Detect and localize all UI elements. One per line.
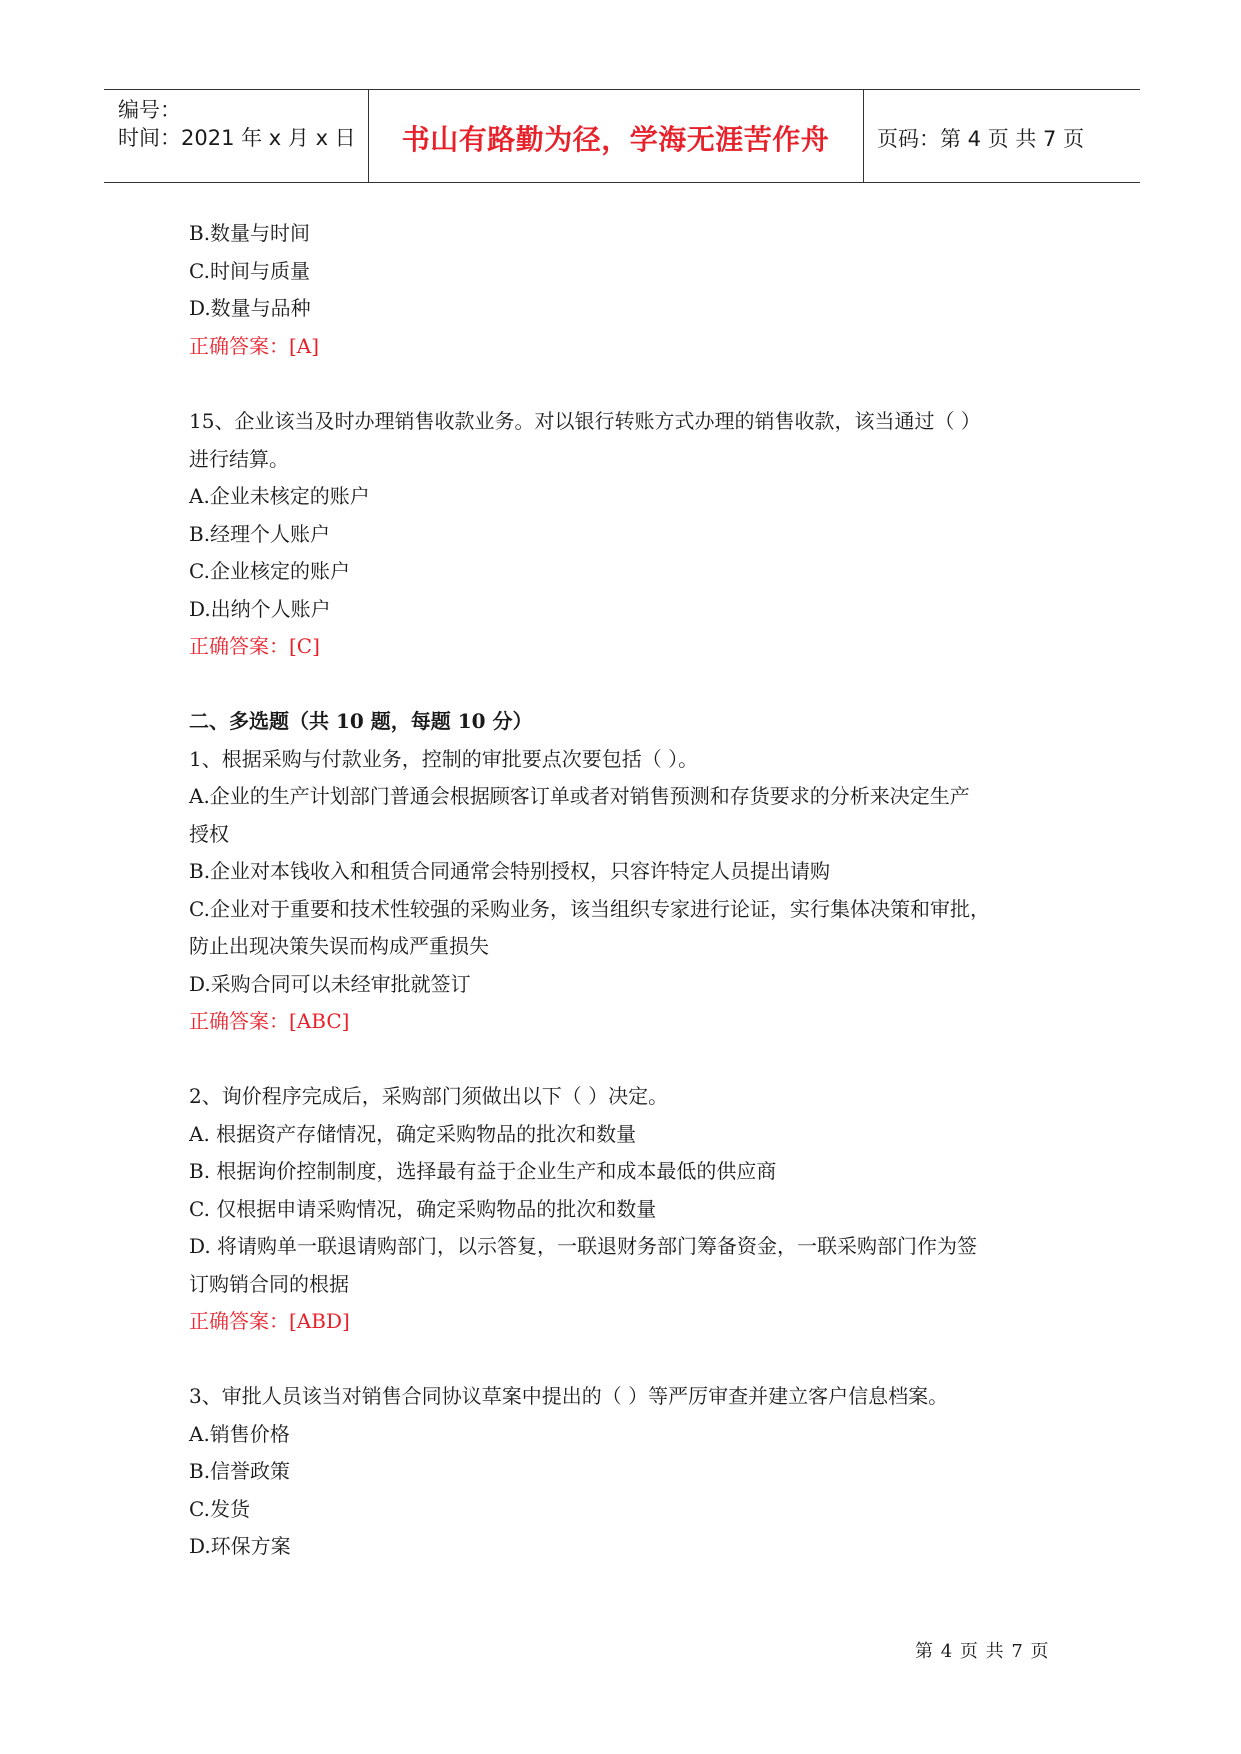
correct-answer: 正确答案：[ABD] [189, 1309, 350, 1333]
header-left-cell [104, 90, 369, 182]
option-line: C.发货 [189, 1497, 250, 1521]
option-line: A.企业未核定的账户 [189, 484, 370, 508]
question-text: 2、询价程序完成后，采购部门须做出以下（ ）决定。 [189, 1084, 669, 1108]
option-line: 授权 [189, 822, 229, 846]
option-line: B.信誉政策 [189, 1459, 291, 1483]
option-line: D. 将请购单一联退请购部门，以示答复，一联退财务部门筹备资金，一联采购部门作为签 [189, 1234, 978, 1258]
correct-answer: 正确答案：[C] [189, 634, 320, 658]
option-line: D.环保方案 [189, 1534, 291, 1558]
option-line: A.企业的生产计划部门普通会根据顾客订单或者对销售预测和存货要求的分析来决定生产 [189, 784, 970, 808]
document-time-label: 时间：2021 年 x 月 x 日 [118, 126, 356, 150]
option-line: D.采购合同可以未经审批就签订 [189, 972, 471, 996]
option-line: D.数量与品种 [189, 296, 311, 320]
question-text: 1、根据采购与付款业务，控制的审批要点次要包括（ ）。 [189, 747, 699, 771]
option-line: B. 根据询价控制制度，选择最有益于企业生产和成本最低的供应商 [189, 1159, 777, 1183]
option-line: C.企业核定的账户 [189, 559, 350, 583]
option-line: B.数量与时间 [189, 221, 311, 245]
option-line: D.出纳个人账户 [189, 597, 331, 621]
question-text: 进行结算。 [189, 447, 289, 471]
option-line: C.企业对于重要和技术性较强的采购业务，该当组织专家进行论证，实行集体决策和审批， [189, 897, 990, 921]
header-center-cell [368, 90, 864, 182]
page-footer: 第 4 页 共 7 页 [915, 1641, 1050, 1662]
document-number-label: 编号： [118, 98, 181, 122]
option-line: C. 仅根据申请采购情况，确定采购物品的批次和数量 [189, 1197, 657, 1221]
option-line: B.经理个人账户 [189, 522, 331, 546]
question-text: 15、企业该当及时办理销售收款业务。对以银行转账方式办理的销售收款，该当通过（ ） [189, 409, 981, 433]
option-line: C.时间与质量 [189, 259, 310, 283]
correct-answer: 正确答案：[A] [189, 334, 320, 358]
option-line: A.销售价格 [189, 1422, 290, 1446]
header-motto: 书山有路勤为径，学海无涯苦作舟 [401, 123, 830, 156]
header-right-cell [863, 90, 1140, 182]
question-text: 3、审批人员该当对销售合同协议草案中提出的（ ）等严厉审查并建立客户信息档案。 [189, 1384, 949, 1408]
page-header-table [104, 89, 1140, 183]
header-page-number: 页码：第 4 页 共 7 页 [877, 127, 1085, 151]
option-line: 防止出现决策失误而构成严重损失 [189, 934, 489, 958]
option-line: 订购销合同的根据 [189, 1272, 349, 1296]
section-heading: 二、多选题（共 10 题，每题 10 分） [189, 709, 533, 733]
option-line: A. 根据资产存储情况，确定采购物品的批次和数量 [189, 1122, 637, 1146]
correct-answer: 正确答案：[ABC] [189, 1009, 350, 1033]
option-line: B.企业对本钱收入和租赁合同通常会特别授权，只容许特定人员提出请购 [189, 859, 831, 883]
